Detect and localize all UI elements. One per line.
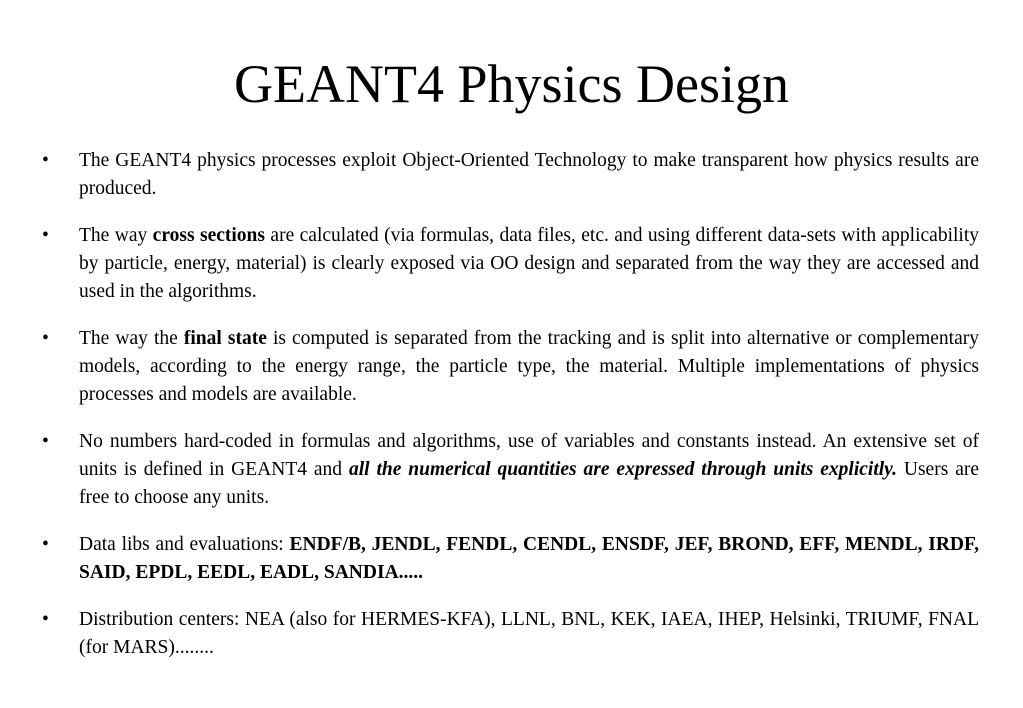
bullet-dot-icon: • [42,609,49,630]
bullet-item [40,531,979,587]
plain-text: The way [79,225,153,246]
bold-text: ENDF/B, JENDL, FENDL, CENDL, ENSDF, JEF, BROND, EFF, MENDL, IRDF, SAID, EPDL, EEDL, EADL, SANDIA..... [79,534,979,583]
plain-text: The way the [79,328,184,349]
slide-title: GEANT4 Physics Design [234,54,789,114]
bullet-dot-icon: • [42,534,49,555]
bullet-dot-icon: • [42,225,49,246]
bullet-text [79,534,979,583]
plain-text: The GEANT4 physics processes exploit Object-Oriented Technology to make transparent how physics results are produced. [79,150,979,199]
bullet-text [79,225,979,302]
bold-text: cross sections [152,225,265,246]
bullet-item [40,222,979,306]
bullet-text [79,328,979,405]
plain-text: Data libs and evaluations: [79,534,290,555]
bullet-item [40,428,979,512]
bullet-text [79,431,979,508]
bold-text: final state [183,328,267,349]
plain-text: are calculated (via formulas, data files, etc. and using different data-sets with applicability by particle, energy, material) is clearly exposed via OO design and separated from the way they are accessed and used in the algorithms. [79,225,979,302]
bullet-dot-icon: • [42,328,49,349]
plain-text: Users are free to choose any units. [79,459,980,508]
bullet-text [79,609,979,658]
bold-italic-text: all the numerical quantities are expressed through units explicitly. [348,459,897,480]
bullet-item [40,325,979,409]
emphasis-text [349,459,897,480]
bullet-dot-icon: • [42,431,49,452]
plain-text: Distribution centers: NEA (also for HERMES-KFA), LLNL, BNL, KEK, IAEA, IHEP, Helsinki, TRIUMF, FNAL (for MARS)........ [79,609,979,658]
bullet-dot-icon: • [42,150,49,171]
bullet-list [40,147,979,681]
bullet-item [40,606,979,662]
bullet-text [79,150,979,199]
plain-text: No numbers hard-coded in formulas and algorithms, use of variables and constants instead. An extensive set of units is defined in GEANT4 and [79,431,979,480]
plain-text: is computed is separated from the tracking and is split into alternative or complementary models, according to the energy range, the particle type, the material. Multiple implementations of physics processes and models are available. [79,328,979,405]
bullet-item [40,147,979,203]
